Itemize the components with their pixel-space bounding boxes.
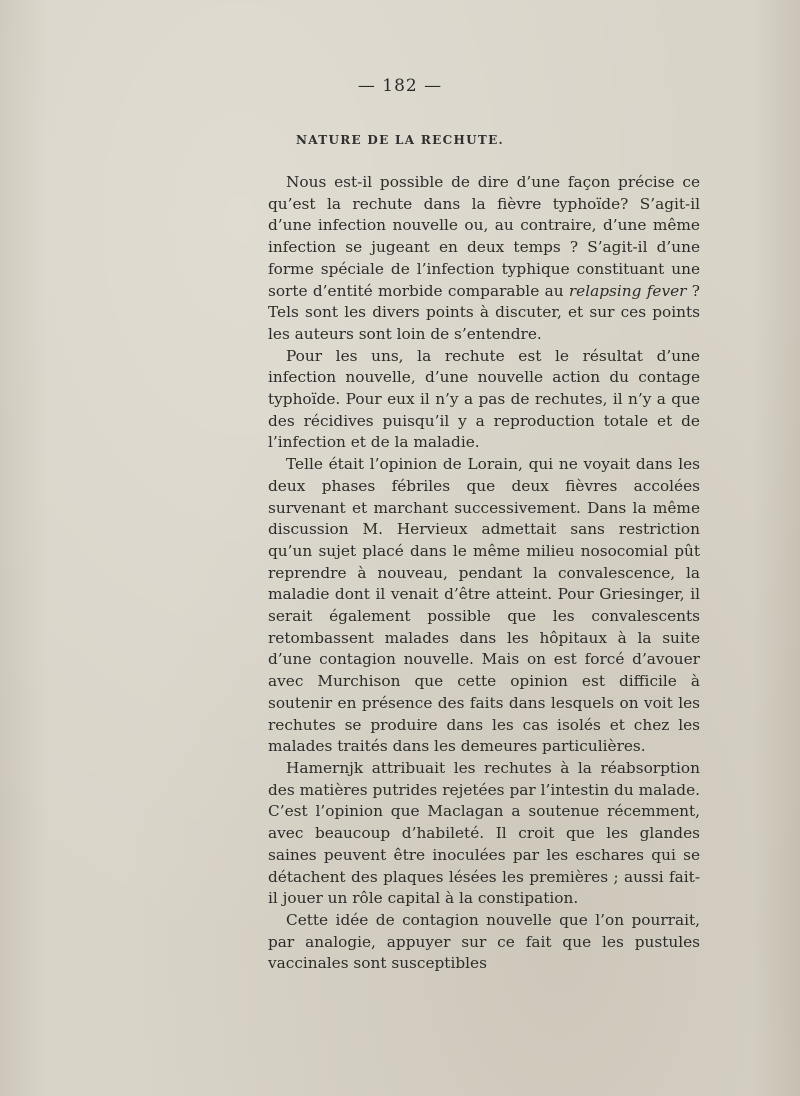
- paragraph-5: Cette idée de contagion nouvelle que l’on pourrait, par analogie, appuyer sur ce fait que les pustules vaccinales sont susceptibles: [268, 910, 700, 973]
- paragraph-1-after: ? Tels sont les divers points à discuter, et sur ces points les auteurs sont loin de s’entendre.: [268, 281, 701, 343]
- paragraph-1-emphasis: relapsing fever: [568, 281, 687, 300]
- paragraph-1: [268, 172, 700, 346]
- section-title: NATURE DE LA RECHUTE.: [296, 133, 504, 147]
- paragraph-4: Hamernjk attribuait les rechutes à la réabsorption des matières putrides rejetées par l’intestin du malade. C’est l’opinion que Maclagan a soutenue récemment, avec beaucoup d’habileté. Il croit que les glandes saines peuvent être inoculées par les eschares qui se détachent des plaques lésées les premières ; aussi fait-il jouer un rôle capital à la constipation.: [268, 758, 700, 908]
- body-text: [268, 172, 700, 975]
- paragraph-3: Telle était l’opinion de Lorain, qui ne voyait dans les deux phases fébriles que deux fièvres accolées survenant et marchant successivement. Dans la même discussion M. Hervieux admettait sans restriction qu’un sujet placé dans le même milieu nosocomial pût reprendre à nouveau, pendant la convalescence, la maladie dont il venait d’être atteint. Pour Griesinger, il serait également possible que les convalescents retombassent malades dans les hôpitaux à la suite d’une contagion nouvelle. Mais on est forcé d’avouer avec Murchison que cette opinion est difficile à soutenir en présence des faits dans lesquels on voit les rechutes se produire dans les cas isolés et chez les malades traités dans les demeures particulières.: [268, 455, 700, 756]
- paragraph-1-before: Nous est-il possible de dire d’une façon précise ce qu’est la rechute dans la fièvre typhoïde? S’agit-il d’une infection nouvelle ou, au contraire, d’une même infection se jugeant en deux temps ? S’agit-il d’une forme spéciale de l’infection typhique constituant une sorte d’entité morbide comparable au: [268, 173, 700, 300]
- page-number: — 182 —: [357, 76, 443, 96]
- paragraph-2: Pour les uns, la rechute est le résultat d’une infection nouvelle, d’une nouvelle action du contage typhoïde. Pour eux il n’y a pas de rechutes, il n’y a que des récidives puisqu’il y a reproduction totale et de l’infection et de la maladie.: [268, 346, 700, 452]
